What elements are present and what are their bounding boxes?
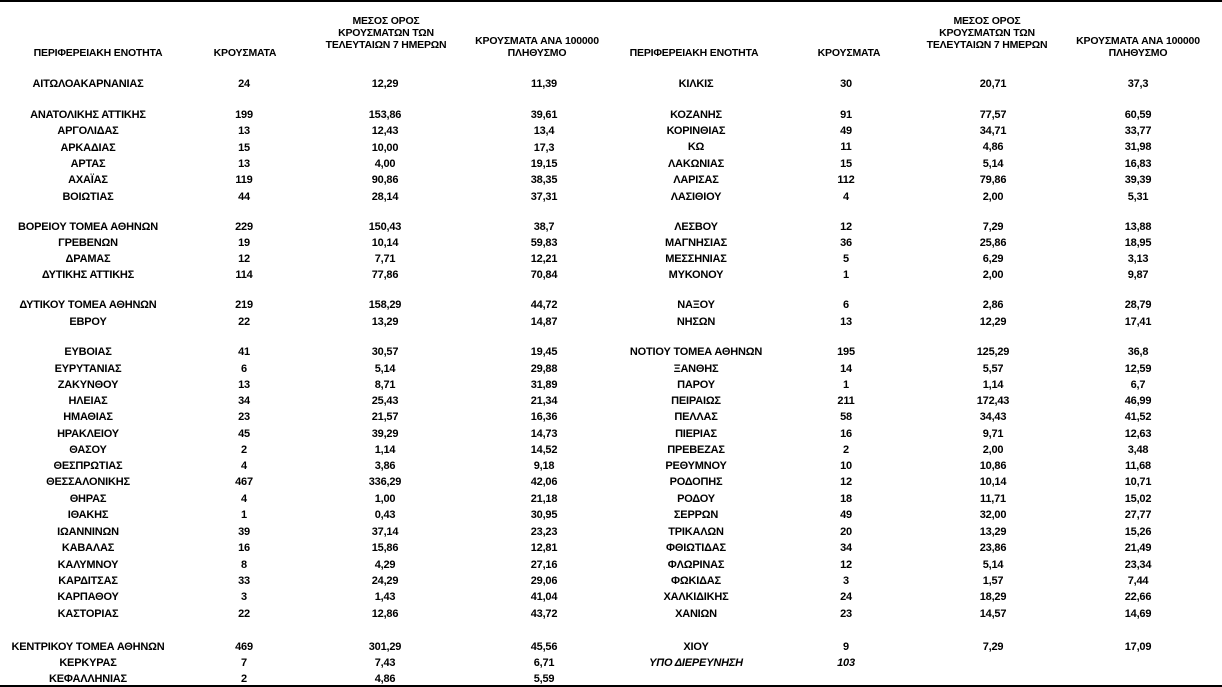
left-row-cases-cell: 8 <box>241 559 247 571</box>
left-row-per100k-cell: 17,3 <box>533 142 555 154</box>
left-row-per100k-cell: 44,72 <box>530 299 558 311</box>
left-row-avg7-cell: 24,29 <box>371 575 399 587</box>
right-row-cases-cell: 3 <box>843 575 849 587</box>
left-row-per100k-cell: 59,83 <box>530 237 558 249</box>
right-row-per100k-cell: 17,09 <box>1124 641 1152 653</box>
left-row-region-cell: ΒΟΙΩΤΙΑΣ <box>62 191 114 203</box>
right-row-per100k-cell: 10,71 <box>1124 476 1152 488</box>
left-row-avg7-cell: 4,00 <box>374 158 396 170</box>
left-row-per100k-cell: 39,61 <box>530 109 558 121</box>
left-row-cases-cell: 467 <box>235 476 253 488</box>
right-row-avg7-cell: 9,71 <box>982 428 1004 440</box>
right-row-cases-cell: 112 <box>837 174 855 186</box>
right-row-region-cell: ΝΑΞΟΥ <box>677 299 715 311</box>
left-row-per100k-cell: 45,56 <box>530 641 558 653</box>
header-region-right: ΠΕΡΙΦΕΡΕΙΑΚΗ ΕΝΟΤΗΤΑ <box>629 47 759 59</box>
right-row-region-cell: ΠΕΛΛΑΣ <box>674 411 718 423</box>
right-row-per100k-cell: 12,63 <box>1124 428 1152 440</box>
left-row-region-cell: ΚΕΡΚΥΡΑΣ <box>59 657 117 669</box>
right-row-avg7-cell: 6,29 <box>982 253 1004 265</box>
right-row-cases-cell: 5 <box>843 253 849 265</box>
left-row-cases-cell: 469 <box>235 641 253 653</box>
right-row-region-cell: ΠΕΙΡΑΙΩΣ <box>671 395 721 407</box>
left-row-cases-cell: 1 <box>241 509 247 521</box>
left-row-avg7-cell: 30,57 <box>371 346 399 358</box>
header-per100k-right: ΚΡΟΥΣΜΑΤΑ ΑΝΑ 100000 ΠΛΗΘΥΣΜΟ <box>1076 35 1200 59</box>
right-row-cases-cell: 2 <box>843 444 849 456</box>
right-row-per100k-cell: 37,3 <box>1127 78 1149 90</box>
right-row-region-cell: ΝΗΣΩΝ <box>676 316 716 328</box>
left-row-region-cell: ΚΑΣΤΟΡΙΑΣ <box>57 608 119 620</box>
right-row-per100k-cell: 14,69 <box>1124 608 1152 620</box>
left-row-region-cell: ΕΥΡΥΤΑΝΙΑΣ <box>54 363 122 375</box>
right-row-avg7-cell: 10,14 <box>979 476 1007 488</box>
left-row-region-cell: ΘΗΡΑΣ <box>69 493 107 505</box>
right-row-region-cell: ΧΑΝΙΩΝ <box>675 608 717 620</box>
right-row-per100k-cell: 5,31 <box>1127 191 1149 203</box>
left-row-cases-cell: 33 <box>238 575 250 587</box>
left-row-avg7-cell: 37,14 <box>371 526 399 538</box>
right-row-cases-cell: 18 <box>840 493 852 505</box>
right-row-cases-cell: 14 <box>840 363 852 375</box>
left-row-cases-cell: 114 <box>235 269 253 281</box>
right-row-cases-cell: 10 <box>840 460 852 472</box>
right-row-avg7-cell: 34,43 <box>979 411 1007 423</box>
left-row-cases-cell: 7 <box>241 657 247 669</box>
left-row-per100k-cell: 41,04 <box>530 591 558 603</box>
right-row-per100k-cell: 9,87 <box>1127 269 1149 281</box>
left-row-cases-cell: 15 <box>238 142 250 154</box>
left-row-avg7-cell: 13,29 <box>371 316 399 328</box>
left-row-avg7-cell: 8,71 <box>374 379 396 391</box>
right-row-region-cell: ΠΑΡΟΥ <box>677 379 715 391</box>
right-row-per100k-cell: 23,34 <box>1124 559 1152 571</box>
left-row-per100k-cell: 27,16 <box>530 559 558 571</box>
header-cases-left: ΚΡΟΥΣΜΑΤΑ <box>213 47 277 59</box>
left-row-region-cell: ΕΒΡΟΥ <box>69 316 107 328</box>
left-row-avg7-cell: 25,43 <box>371 395 399 407</box>
right-row-per100k-cell: 27,77 <box>1124 509 1152 521</box>
left-row-region-cell: ΙΘΑΚΗΣ <box>67 509 109 521</box>
right-row-region-cell: ΡΟΔΟΥ <box>677 493 715 505</box>
left-row-region-cell: ΚΕΝΤΡΙΚΟΥ ΤΟΜΕΑ ΑΘΗΝΩΝ <box>11 641 165 653</box>
left-row-cases-cell: 2 <box>241 444 247 456</box>
left-row-per100k-cell: 19,45 <box>530 346 558 358</box>
left-row-region-cell: ΗΜΑΘΙΑΣ <box>63 411 113 423</box>
left-row-per100k-cell: 16,36 <box>530 411 558 423</box>
left-row-region-cell: ΚΕΦΑΛΛΗΝΙΑΣ <box>49 673 127 685</box>
left-row-avg7-cell: 158,29 <box>368 299 402 311</box>
left-row-avg7-cell: 12,86 <box>371 608 399 620</box>
left-row-region-cell: ΔΥΤΙΚΗΣ ΑΤΤΙΚΗΣ <box>41 269 135 281</box>
left-row-cases-cell: 13 <box>238 125 250 137</box>
right-row-per100k-cell: 13,88 <box>1124 221 1152 233</box>
right-row-region-cell: ΜΥΚΟΝΟΥ <box>668 269 724 281</box>
right-row-avg7-cell: 2,00 <box>982 191 1004 203</box>
right-row-region-cell: ΡΕΘΥΜΝΟΥ <box>665 460 727 472</box>
right-row-per100k-cell: 16,83 <box>1124 158 1152 170</box>
right-row-avg7-cell: 2,00 <box>982 444 1004 456</box>
right-row-cases-cell: 9 <box>843 641 849 653</box>
right-row-cases-cell: 103 <box>837 657 855 669</box>
header-avg7-left: ΜΕΣΟΣ ΟΡΟΣ ΚΡΟΥΣΜΑΤΩΝ ΤΩΝ ΤΕΛΕΥΤΑΙΩΝ 7 ΗΜΕΡΩΝ <box>325 15 447 51</box>
left-row-cases-cell: 34 <box>238 395 250 407</box>
left-row-region-cell: ΚΑΒΑΛΑΣ <box>61 542 115 554</box>
right-row-avg7-cell: 7,29 <box>982 221 1004 233</box>
left-row-cases-cell: 23 <box>238 411 250 423</box>
left-row-region-cell: ΘΕΣΠΡΩΤΙΑΣ <box>53 460 123 472</box>
left-row-region-cell: ΗΡΑΚΛΕΙΟΥ <box>57 428 119 440</box>
right-row-avg7-cell: 2,86 <box>982 299 1004 311</box>
left-row-cases-cell: 12 <box>238 253 250 265</box>
left-row-cases-cell: 44 <box>238 191 250 203</box>
left-row-per100k-cell: 13,4 <box>533 125 555 137</box>
right-row-region-cell: ΛΑΚΩΝΙΑΣ <box>668 158 724 170</box>
right-row-region-cell: ΡΟΔΟΠΗΣ <box>669 476 723 488</box>
right-row-cases-cell: 4 <box>843 191 849 203</box>
right-row-avg7-cell: 12,29 <box>979 316 1007 328</box>
right-row-per100k-cell: 31,98 <box>1124 141 1152 153</box>
left-row-region-cell: ΕΥΒΟΙΑΣ <box>64 346 112 358</box>
left-row-avg7-cell: 4,86 <box>374 673 396 685</box>
right-row-cases-cell: 36 <box>840 237 852 249</box>
left-row-per100k-cell: 42,06 <box>530 476 558 488</box>
right-row-per100k-cell: 7,44 <box>1127 575 1149 587</box>
right-row-region-cell: ΠΡΕΒΕΖΑΣ <box>667 444 725 456</box>
right-row-per100k-cell: 41,52 <box>1124 411 1152 423</box>
right-row-cases-cell: 58 <box>840 411 852 423</box>
left-row-avg7-cell: 21,57 <box>371 411 399 423</box>
left-row-per100k-cell: 30,95 <box>530 509 558 521</box>
right-row-avg7-cell: 5,14 <box>982 158 1004 170</box>
left-row-avg7-cell: 1,00 <box>374 493 396 505</box>
left-row-region-cell: ΑΡΓΟΛΙΔΑΣ <box>57 125 119 137</box>
right-row-avg7-cell: 34,71 <box>979 125 1007 137</box>
left-row-per100k-cell: 12,21 <box>530 253 558 265</box>
left-row-avg7-cell: 301,29 <box>368 641 402 653</box>
header-region-left: ΠΕΡΙΦΕΡΕΙΑΚΗ ΕΝΟΤΗΤΑ <box>33 47 163 59</box>
left-row-region-cell: ΑΝΑΤΟΛΙΚΗΣ ΑΤΤΙΚΗΣ <box>30 109 146 121</box>
right-row-avg7-cell: 2,00 <box>982 269 1004 281</box>
right-row-region-cell: ΜΕΣΣΗΝΙΑΣ <box>665 253 727 265</box>
right-row-region-cell: ΣΕΡΡΩΝ <box>673 509 719 521</box>
right-row-per100k-cell: 39,39 <box>1124 174 1152 186</box>
right-row-avg7-cell: 4,86 <box>982 141 1004 153</box>
left-row-per100k-cell: 21,18 <box>530 493 558 505</box>
left-row-cases-cell: 13 <box>238 158 250 170</box>
right-row-per100k-cell: 12,59 <box>1124 363 1152 375</box>
left-row-cases-cell: 41 <box>238 346 250 358</box>
right-row-cases-cell: 15 <box>840 158 852 170</box>
right-row-avg7-cell: 172,43 <box>976 395 1010 407</box>
right-row-cases-cell: 1 <box>843 269 849 281</box>
left-row-avg7-cell: 153,86 <box>368 109 402 121</box>
right-row-cases-cell: 16 <box>840 428 852 440</box>
right-row-avg7-cell: 25,86 <box>979 237 1007 249</box>
right-row-cases-cell: 13 <box>840 316 852 328</box>
right-row-cases-cell: 11 <box>840 141 852 153</box>
left-row-avg7-cell: 39,29 <box>371 428 399 440</box>
right-row-per100k-cell: 3,48 <box>1127 444 1149 456</box>
left-row-cases-cell: 24 <box>238 78 250 90</box>
left-row-avg7-cell: 3,86 <box>374 460 396 472</box>
right-row-region-cell: ΥΠΟ ΔΙΕΡΕΥΝΗΣΗ <box>649 657 743 669</box>
header-cases-right: ΚΡΟΥΣΜΑΤΑ <box>817 47 881 59</box>
left-row-per100k-cell: 9,18 <box>533 460 555 472</box>
right-row-avg7-cell: 1,14 <box>982 379 1004 391</box>
right-row-per100k-cell: 33,77 <box>1124 125 1152 137</box>
left-row-avg7-cell: 4,29 <box>374 559 396 571</box>
right-row-cases-cell: 34 <box>840 542 852 554</box>
left-row-region-cell: ΘΑΣΟΥ <box>69 444 107 456</box>
left-row-cases-cell: 39 <box>238 526 250 538</box>
right-row-region-cell: ΜΑΓΝΗΣΙΑΣ <box>664 237 727 249</box>
left-row-cases-cell: 19 <box>238 237 250 249</box>
left-row-region-cell: ΚΑΡΠΑΘΟΥ <box>57 591 119 603</box>
right-row-per100k-cell: 15,02 <box>1124 493 1152 505</box>
right-row-avg7-cell: 1,57 <box>982 575 1004 587</box>
right-row-region-cell: ΚΩ <box>687 141 705 153</box>
right-row-per100k-cell: 28,79 <box>1124 299 1152 311</box>
left-row-avg7-cell: 0,43 <box>374 509 396 521</box>
left-row-per100k-cell: 19,15 <box>530 158 558 170</box>
right-row-per100k-cell: 6,7 <box>1130 379 1146 391</box>
header-avg7-right: ΜΕΣΟΣ ΟΡΟΣ ΚΡΟΥΣΜΑΤΩΝ ΤΩΝ ΤΕΛΕΥΤΑΙΩΝ 7 ΗΜΕΡΩΝ <box>926 15 1048 51</box>
left-row-region-cell: ΖΑΚΥΝΘΟΥ <box>57 379 119 391</box>
right-row-avg7-cell: 11,71 <box>980 493 1006 505</box>
right-row-cases-cell: 12 <box>840 476 852 488</box>
left-row-per100k-cell: 29,06 <box>530 575 558 587</box>
left-row-per100k-cell: 38,7 <box>533 221 555 233</box>
right-row-avg7-cell: 20,71 <box>979 78 1007 90</box>
left-row-per100k-cell: 29,88 <box>530 363 558 375</box>
left-row-per100k-cell: 6,71 <box>533 657 555 669</box>
right-row-cases-cell: 49 <box>840 509 852 521</box>
left-row-avg7-cell: 77,86 <box>371 269 399 281</box>
left-row-avg7-cell: 1,14 <box>374 444 396 456</box>
right-row-region-cell: ΚΟΡΙΝΘΙΑΣ <box>666 125 726 137</box>
right-row-avg7-cell: 32,00 <box>979 509 1007 521</box>
right-row-avg7-cell: 5,57 <box>982 363 1004 375</box>
right-row-region-cell: ΝΟΤΙΟΥ ΤΟΜΕΑ ΑΘΗΝΩΝ <box>629 346 763 358</box>
right-row-cases-cell: 20 <box>840 526 852 538</box>
left-row-avg7-cell: 90,86 <box>371 174 399 186</box>
right-row-region-cell: ΛΑΣΙΘΙΟΥ <box>670 191 722 203</box>
left-row-avg7-cell: 5,14 <box>374 363 396 375</box>
right-row-avg7-cell: 14,57 <box>979 608 1007 620</box>
left-row-per100k-cell: 37,31 <box>530 191 558 203</box>
left-row-per100k-cell: 23,23 <box>530 526 558 538</box>
left-row-cases-cell: 219 <box>235 299 253 311</box>
left-row-region-cell: ΚΑΛΥΜΝΟΥ <box>57 559 119 571</box>
left-row-per100k-cell: 14,73 <box>530 428 558 440</box>
left-row-region-cell: ΔΡΑΜΑΣ <box>65 253 111 265</box>
left-row-per100k-cell: 14,87 <box>530 316 558 328</box>
right-row-region-cell: ΠΙΕΡΙΑΣ <box>675 428 717 440</box>
left-row-region-cell: ΑΧΑΪΑΣ <box>68 174 108 186</box>
right-row-cases-cell: 23 <box>840 608 852 620</box>
left-row-avg7-cell: 12,29 <box>371 78 399 90</box>
right-row-cases-cell: 1 <box>843 379 849 391</box>
right-row-avg7-cell: 7,29 <box>982 641 1004 653</box>
right-row-per100k-cell: 11,68 <box>1125 460 1151 472</box>
right-row-cases-cell: 24 <box>840 591 852 603</box>
left-row-avg7-cell: 336,29 <box>368 476 402 488</box>
left-row-region-cell: ΒΟΡΕΙΟΥ ΤΟΜΕΑ ΑΘΗΝΩΝ <box>18 221 158 233</box>
left-row-per100k-cell: 43,72 <box>530 608 558 620</box>
right-row-region-cell: ΧΙΟΥ <box>683 641 709 653</box>
left-row-avg7-cell: 15,86 <box>371 542 399 554</box>
left-row-region-cell: ΗΛΕΙΑΣ <box>68 395 108 407</box>
left-row-avg7-cell: 1,43 <box>374 591 396 603</box>
right-row-cases-cell: 49 <box>840 125 852 137</box>
left-row-cases-cell: 2 <box>241 673 247 685</box>
right-row-cases-cell: 12 <box>840 559 852 571</box>
right-row-avg7-cell: 23,86 <box>979 542 1007 554</box>
right-row-cases-cell: 30 <box>840 78 852 90</box>
left-row-per100k-cell: 14,52 <box>530 444 558 456</box>
left-row-region-cell: ΑΡΚΑΔΙΑΣ <box>60 142 116 154</box>
left-row-per100k-cell: 12,81 <box>530 542 558 554</box>
left-row-per100k-cell: 31,89 <box>530 379 558 391</box>
left-row-region-cell: ΓΡΕΒΕΝΩΝ <box>58 237 118 249</box>
right-row-per100k-cell: 15,26 <box>1124 526 1152 538</box>
left-row-cases-cell: 22 <box>238 316 250 328</box>
right-row-region-cell: ΦΘΙΩΤΙΔΑΣ <box>666 542 726 554</box>
right-row-region-cell: ΦΩΚΙΔΑΣ <box>671 575 721 587</box>
right-row-region-cell: ΤΡΙΚΑΛΩΝ <box>668 526 724 538</box>
left-row-cases-cell: 119 <box>235 174 253 186</box>
left-row-avg7-cell: 150,43 <box>368 221 402 233</box>
right-row-avg7-cell: 77,57 <box>979 109 1007 121</box>
right-row-per100k-cell: 21,49 <box>1124 542 1152 554</box>
left-row-per100k-cell: 11,39 <box>531 78 557 90</box>
right-row-avg7-cell: 10,86 <box>979 460 1007 472</box>
left-row-cases-cell: 229 <box>235 221 253 233</box>
right-row-region-cell: ΧΑΛΚΙΔΙΚΗΣ <box>663 591 729 603</box>
left-row-cases-cell: 6 <box>241 363 247 375</box>
right-row-per100k-cell: 60,59 <box>1124 109 1152 121</box>
left-row-cases-cell: 4 <box>241 493 247 505</box>
left-row-cases-cell: 16 <box>238 542 250 554</box>
right-row-per100k-cell: 18,95 <box>1124 237 1152 249</box>
left-row-avg7-cell: 10,00 <box>371 142 399 154</box>
right-row-avg7-cell: 5,14 <box>982 559 1004 571</box>
right-row-cases-cell: 195 <box>837 346 855 358</box>
right-row-region-cell: ΛΑΡΙΣΑΣ <box>673 174 719 186</box>
left-row-per100k-cell: 38,35 <box>530 174 558 186</box>
left-row-region-cell: ΑΡΤΑΣ <box>70 158 106 170</box>
right-row-avg7-cell: 18,29 <box>979 591 1007 603</box>
right-row-per100k-cell: 3,13 <box>1127 253 1149 265</box>
right-row-region-cell: ΚΟΖΑΝΗΣ <box>670 109 722 121</box>
left-row-region-cell: ΑΙΤΩΛΟΑΚΑΡΝΑΝΙΑΣ <box>32 78 144 90</box>
right-row-avg7-cell: 79,86 <box>979 174 1007 186</box>
right-row-region-cell: ΛΕΣΒΟΥ <box>674 221 718 233</box>
left-row-avg7-cell: 28,14 <box>371 191 399 203</box>
left-row-region-cell: ΔΥΤΙΚΟΥ ΤΟΜΕΑ ΑΘΗΝΩΝ <box>19 299 157 311</box>
right-row-region-cell: ΚΙΛΚΙΣ <box>678 78 714 90</box>
right-row-cases-cell: 12 <box>840 221 852 233</box>
right-row-cases-cell: 91 <box>840 109 852 121</box>
right-row-per100k-cell: 46,99 <box>1124 395 1152 407</box>
right-row-cases-cell: 6 <box>843 299 849 311</box>
left-row-avg7-cell: 10,14 <box>371 237 399 249</box>
left-row-avg7-cell: 12,43 <box>371 125 399 137</box>
left-row-cases-cell: 199 <box>235 109 253 121</box>
left-row-cases-cell: 3 <box>241 591 247 603</box>
right-row-region-cell: ΦΛΩΡΙΝΑΣ <box>667 559 725 571</box>
left-row-avg7-cell: 7,43 <box>374 657 396 669</box>
left-row-per100k-cell: 5,59 <box>533 673 555 685</box>
left-row-cases-cell: 45 <box>238 428 250 440</box>
left-row-region-cell: ΘΕΣΣΑΛΟΝΙΚΗΣ <box>46 476 130 488</box>
header-per100k-left: ΚΡΟΥΣΜΑΤΑ ΑΝΑ 100000 ΠΛΗΘΥΣΜΟ <box>475 35 599 59</box>
right-row-avg7-cell: 13,29 <box>979 526 1007 538</box>
left-row-cases-cell: 13 <box>238 379 250 391</box>
left-row-per100k-cell: 70,84 <box>530 269 558 281</box>
left-row-region-cell: ΚΑΡΔΙΤΣΑΣ <box>58 575 118 587</box>
right-row-per100k-cell: 22,66 <box>1124 591 1152 603</box>
left-row-avg7-cell: 7,71 <box>374 253 396 265</box>
right-row-per100k-cell: 17,41 <box>1124 316 1152 328</box>
left-row-per100k-cell: 21,34 <box>530 395 558 407</box>
right-row-per100k-cell: 36,8 <box>1127 346 1149 358</box>
right-row-avg7-cell: 125,29 <box>976 346 1010 358</box>
left-row-cases-cell: 22 <box>238 608 250 620</box>
left-row-cases-cell: 4 <box>241 460 247 472</box>
right-row-region-cell: ΞΑΝΘΗΣ <box>673 363 719 375</box>
right-row-cases-cell: 211 <box>837 395 855 407</box>
left-row-region-cell: ΙΩΑΝΝΙΝΩΝ <box>57 526 119 538</box>
